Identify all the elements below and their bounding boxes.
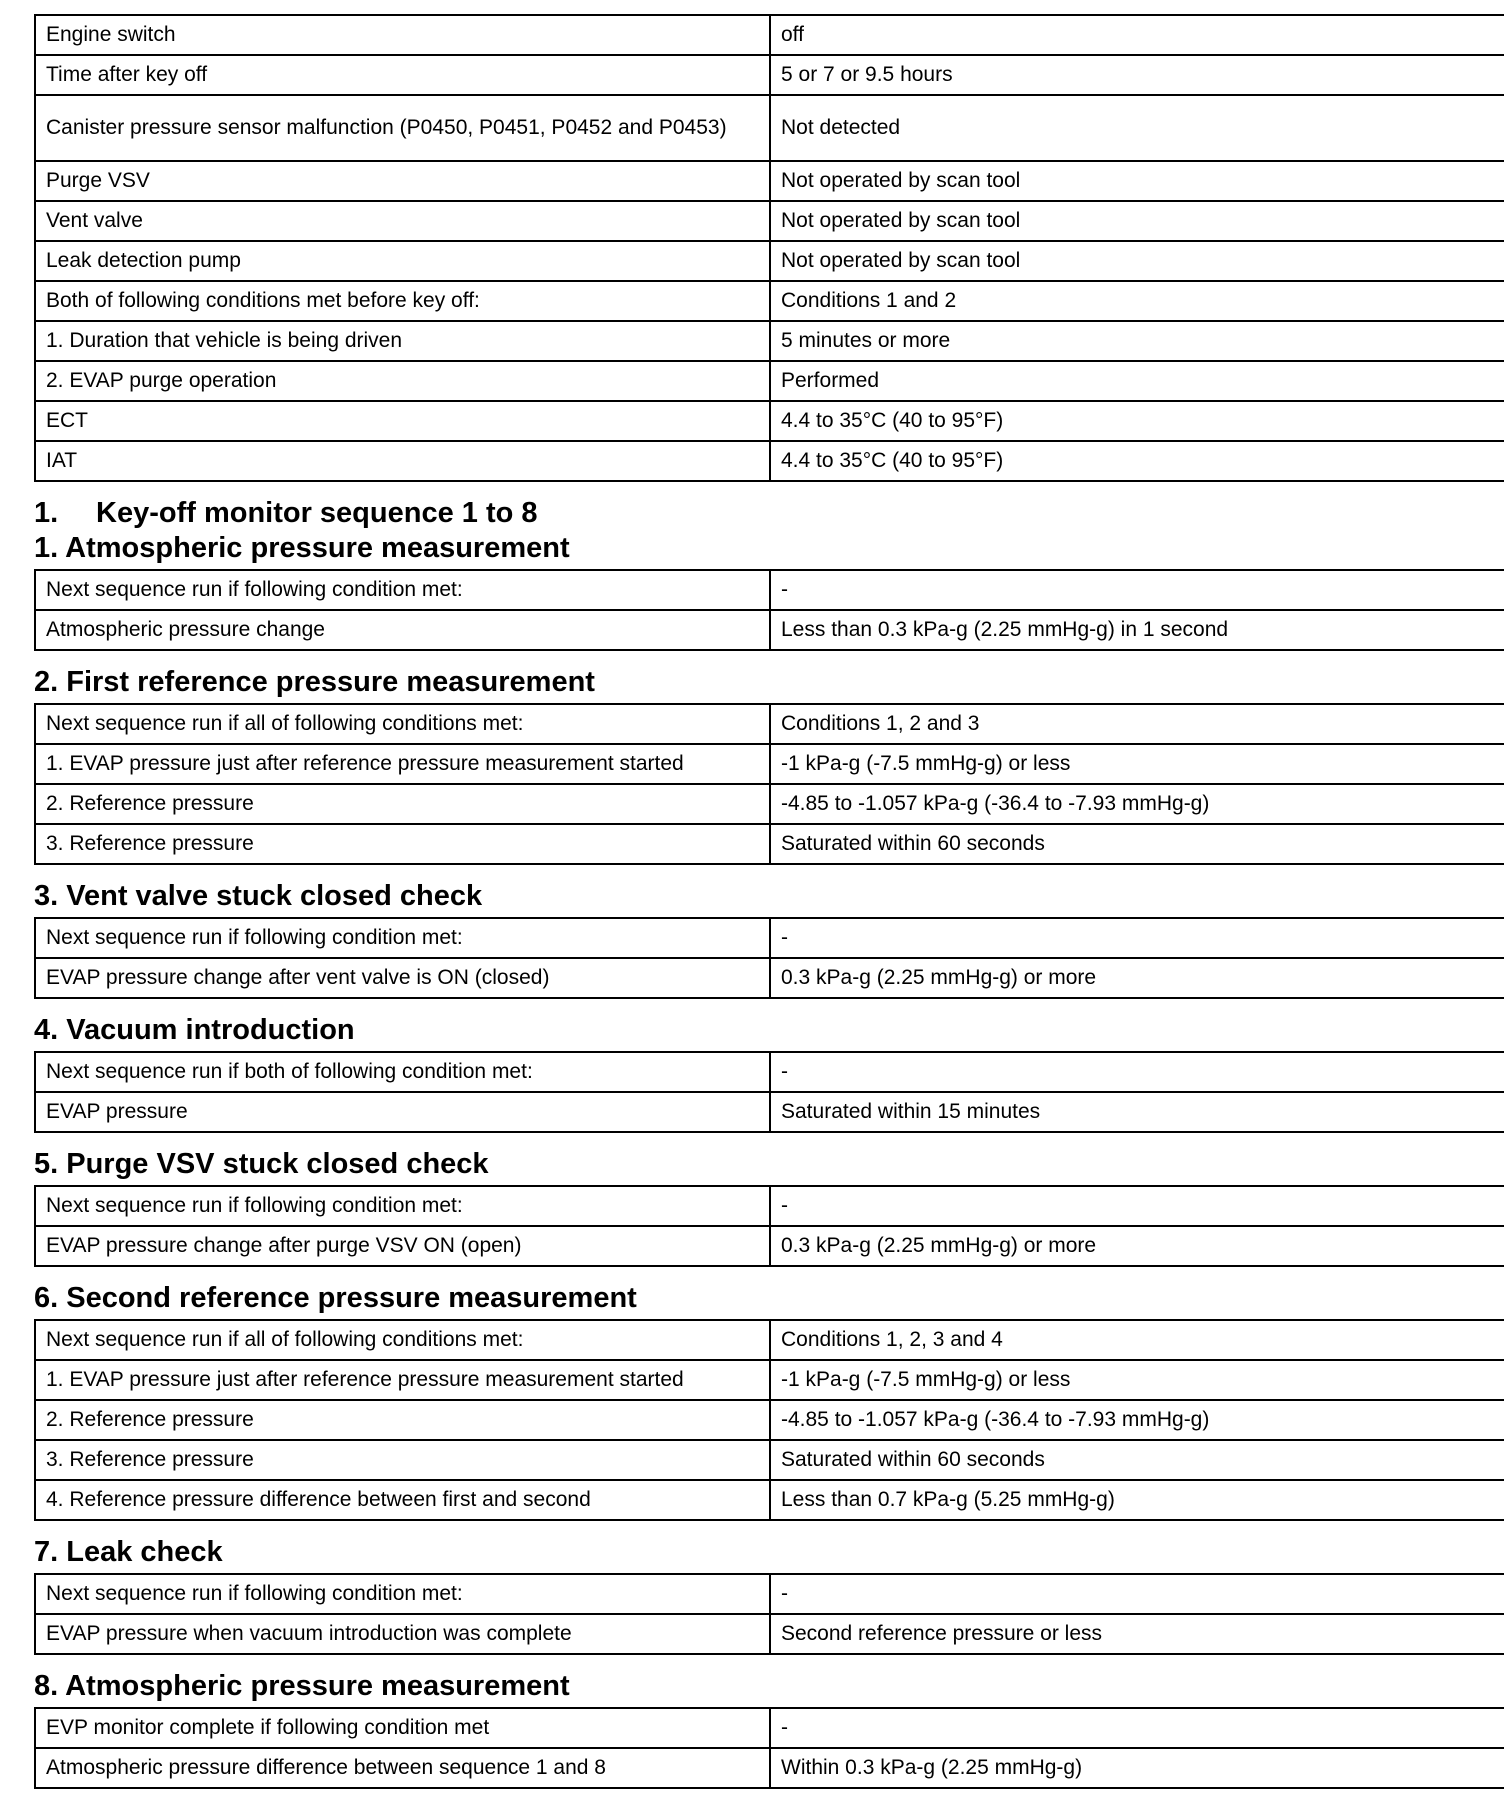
table-row [35, 1614, 1504, 1654]
condition-cell: Atmospheric pressure change [35, 610, 770, 650]
value-cell: Not operated by scan tool [770, 201, 1504, 241]
table-row [35, 161, 1504, 201]
table-row [35, 1574, 1504, 1614]
sequence-heading-text: Key-off monitor sequence 1 to 8 [96, 497, 538, 529]
condition-cell: Next sequence run if following condition met: [35, 1574, 770, 1614]
condition-cell: Atmospheric pressure difference between sequence 1 and 8 [35, 1748, 770, 1788]
table-row [35, 401, 1504, 441]
table-row [35, 321, 1504, 361]
condition-cell: 2. Reference pressure [35, 1400, 770, 1440]
section-table [34, 917, 1504, 999]
condition-cell: 2. EVAP purge operation [35, 361, 770, 401]
sequence-section [34, 1147, 1464, 1267]
section-table [34, 569, 1504, 651]
value-cell: 5 or 7 or 9.5 hours [770, 55, 1504, 95]
condition-cell: Both of following conditions met before key off: [35, 281, 770, 321]
table-row [35, 1226, 1504, 1266]
value-cell: 4.4 to 35°C (40 to 95°F) [770, 441, 1504, 481]
condition-cell: 1. EVAP pressure just after reference pressure measurement started [35, 744, 770, 784]
value-cell: Not operated by scan tool [770, 161, 1504, 201]
sequence-section [34, 879, 1464, 999]
value-cell: Not detected [770, 95, 1504, 161]
condition-cell: 1. EVAP pressure just after reference pressure measurement started [35, 1360, 770, 1400]
table-row [35, 570, 1504, 610]
condition-cell: Vent valve [35, 201, 770, 241]
condition-cell: Next sequence run if all of following conditions met: [35, 704, 770, 744]
condition-cell: ECT [35, 401, 770, 441]
sequence-section [34, 1013, 1464, 1133]
table-row [35, 958, 1504, 998]
section-title: 5. Purge VSV stuck closed check [34, 1148, 489, 1180]
value-cell: Second reference pressure or less [770, 1614, 1504, 1654]
section-table [34, 1051, 1504, 1133]
document-body [34, 14, 1464, 1789]
condition-cell: Time after key off [35, 55, 770, 95]
table-row [35, 744, 1504, 784]
table-row [35, 441, 1504, 481]
value-cell: Conditions 1, 2, 3 and 4 [770, 1320, 1504, 1360]
table-row [35, 918, 1504, 958]
section-title: 3. Vent valve stuck closed check [34, 880, 483, 912]
condition-cell: EVAP pressure when vacuum introduction was complete [35, 1614, 770, 1654]
table-row [35, 1480, 1504, 1520]
condition-cell: Next sequence run if all of following conditions met: [35, 1320, 770, 1360]
value-cell: Within 0.3 kPa-g (2.25 mmHg-g) [770, 1748, 1504, 1788]
condition-cell: 3. Reference pressure [35, 1440, 770, 1480]
sequence-section [34, 1535, 1464, 1655]
preconditions-table [34, 14, 1504, 482]
table-row [35, 610, 1504, 650]
table-row [35, 361, 1504, 401]
condition-cell: Engine switch [35, 15, 770, 55]
condition-cell: 2. Reference pressure [35, 784, 770, 824]
value-cell: Saturated within 60 seconds [770, 1440, 1504, 1480]
sequence-heading [34, 496, 1464, 530]
value-cell: 0.3 kPa-g (2.25 mmHg-g) or more [770, 958, 1504, 998]
condition-cell: Next sequence run if following condition met: [35, 1186, 770, 1226]
sequence-section [34, 1281, 1464, 1521]
sequence-sections [34, 531, 1464, 1789]
value-cell: -1 kPa-g (-7.5 mmHg-g) or less [770, 1360, 1504, 1400]
value-cell: off [770, 15, 1504, 55]
table-row [35, 15, 1504, 55]
value-cell: Saturated within 60 seconds [770, 824, 1504, 864]
table-row [35, 1186, 1504, 1226]
condition-cell: IAT [35, 441, 770, 481]
table-row [35, 704, 1504, 744]
value-cell: Less than 0.3 kPa-g (2.25 mmHg-g) in 1 second [770, 610, 1504, 650]
table-row [35, 1092, 1504, 1132]
section-title: 7. Leak check [34, 1536, 223, 1568]
value-cell: Saturated within 15 minutes [770, 1092, 1504, 1132]
value-cell: 4.4 to 35°C (40 to 95°F) [770, 401, 1504, 441]
sequence-section [34, 531, 1464, 651]
condition-cell: 4. Reference pressure difference between first and second [35, 1480, 770, 1520]
value-cell: -4.85 to -1.057 kPa-g (-36.4 to -7.93 mmHg-g) [770, 784, 1504, 824]
condition-cell: 3. Reference pressure [35, 824, 770, 864]
section-table [34, 1707, 1504, 1789]
table-row [35, 1320, 1504, 1360]
value-cell: 5 minutes or more [770, 321, 1504, 361]
section-title: 4. Vacuum introduction [34, 1014, 355, 1046]
table-row [35, 1440, 1504, 1480]
condition-cell: Purge VSV [35, 161, 770, 201]
value-cell: -4.85 to -1.057 kPa-g (-36.4 to -7.93 mmHg-g) [770, 1400, 1504, 1440]
condition-cell: Next sequence run if following condition met: [35, 918, 770, 958]
condition-cell: 1. Duration that vehicle is being driven [35, 321, 770, 361]
sequence-heading-number: 1. [34, 497, 59, 529]
section-title: 8. Atmospheric pressure measurement [34, 1670, 570, 1702]
section-table [34, 1573, 1504, 1655]
value-cell: Conditions 1 and 2 [770, 281, 1504, 321]
condition-cell: EVAP pressure [35, 1092, 770, 1132]
value-cell: 0.3 kPa-g (2.25 mmHg-g) or more [770, 1226, 1504, 1266]
condition-cell: EVAP pressure change after purge VSV ON (open) [35, 1226, 770, 1266]
table-row [35, 201, 1504, 241]
value-cell: -1 kPa-g (-7.5 mmHg-g) or less [770, 744, 1504, 784]
table-row [35, 1400, 1504, 1440]
value-cell: Performed [770, 361, 1504, 401]
table-row [35, 1052, 1504, 1092]
section-table [34, 703, 1504, 865]
condition-cell: Leak detection pump [35, 241, 770, 281]
sequence-section [34, 1669, 1464, 1789]
value-cell: - [770, 1186, 1504, 1226]
table-row [35, 281, 1504, 321]
value-cell: - [770, 1708, 1504, 1748]
section-title: 6. Second reference pressure measurement [34, 1282, 637, 1314]
section-title: 2. First reference pressure measurement [34, 666, 595, 698]
condition-cell: Next sequence run if both of following condition met: [35, 1052, 770, 1092]
table-row [35, 824, 1504, 864]
table-row [35, 241, 1504, 281]
value-cell: Not operated by scan tool [770, 241, 1504, 281]
condition-cell: EVP monitor complete if following condition met [35, 1708, 770, 1748]
table-row [35, 784, 1504, 824]
section-table [34, 1319, 1504, 1521]
value-cell: Conditions 1, 2 and 3 [770, 704, 1504, 744]
value-cell: - [770, 1052, 1504, 1092]
value-cell: - [770, 1574, 1504, 1614]
condition-cell: EVAP pressure change after vent valve is ON (closed) [35, 958, 770, 998]
section-title: 1. Atmospheric pressure measurement [34, 532, 570, 564]
value-cell: - [770, 918, 1504, 958]
table-row [35, 95, 1504, 161]
value-cell: - [770, 570, 1504, 610]
table-row [35, 1360, 1504, 1400]
condition-cell: Next sequence run if following condition met: [35, 570, 770, 610]
condition-cell: Canister pressure sensor malfunction (P0450, P0451, P0452 and P0453) [35, 95, 770, 161]
table-row [35, 1708, 1504, 1748]
value-cell: Less than 0.7 kPa-g (5.25 mmHg-g) [770, 1480, 1504, 1520]
table-row [35, 55, 1504, 95]
sequence-section [34, 665, 1464, 865]
table-row [35, 1748, 1504, 1788]
section-table [34, 1185, 1504, 1267]
